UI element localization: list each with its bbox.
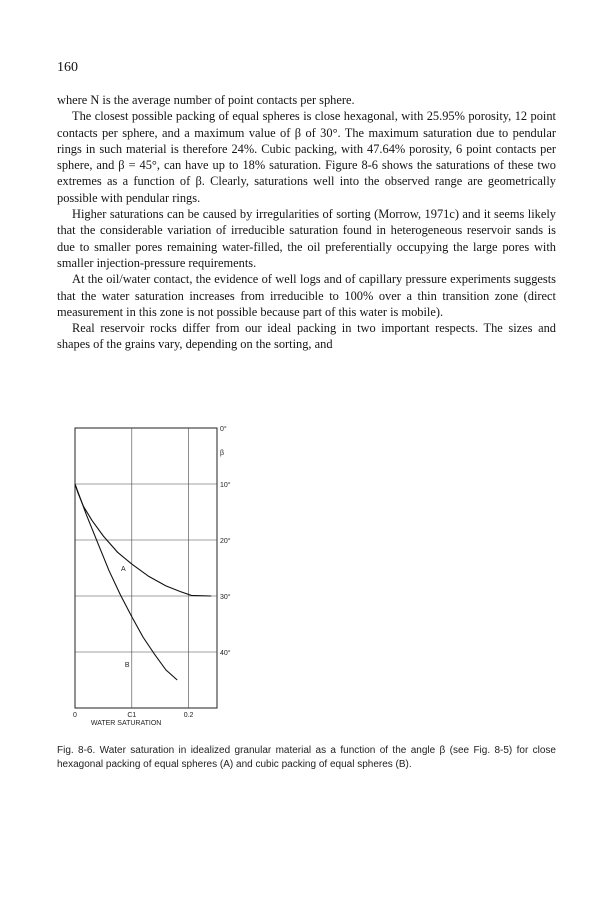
page-number: 160	[57, 60, 78, 75]
paragraph: At the oil/water contact, the evidence of well logs and of capillary pressure experiments suggests that the water saturation increases from irreducible to 100% over a thin transition zone (direct measurement in this zone is not possible because part of this water is mobile).	[57, 272, 556, 319]
paragraph: Real reservoir rocks differ from our ideal packing in two important respects. The sizes and shapes of the grains vary, depending on the sorting, and	[57, 321, 556, 352]
body-text	[57, 92, 556, 353]
plot-frame	[75, 428, 217, 708]
series-line-b	[75, 484, 177, 680]
y-tick-label: 30°	[220, 594, 231, 601]
figure-caption: Fig. 8-6. Water saturation in idealized granular material as a function of the angle β (see Fig. 8-5) for close hexagonal packing of equal spheres (A) and cubic packing of equal spheres (B).	[57, 745, 556, 770]
y-axis-label: β	[220, 450, 225, 458]
x-axis-label: WATER SATURATION	[90, 720, 162, 727]
y-tick-label: 0°	[220, 426, 227, 433]
figure-8-6	[57, 420, 257, 735]
y-tick-label: 10°	[220, 482, 231, 489]
paragraph: where N is the average number of point contacts per sphere.	[57, 93, 355, 107]
saturation-chart	[57, 420, 257, 735]
series-label-a: A	[120, 565, 126, 573]
x-tick-label: 0.2	[183, 712, 194, 719]
series-label-b: B	[124, 662, 130, 670]
y-tick-label: 40°	[220, 650, 231, 657]
paragraph: Higher saturations can be caused by irregularities of sorting (Morrow, 1971c) and it seems likely that the considerable variation of irreducible saturation found in heterogeneous reservoir sands is due to smaller pores remaining water-filled, the oil preferentially occupying the large pores with smaller injection-pressure requirements.	[57, 207, 556, 270]
x-tick-label: C1	[127, 712, 137, 719]
y-tick-label: 20°	[220, 538, 231, 545]
x-tick-label: 0	[73, 712, 77, 719]
paragraph: The closest possible packing of equal spheres is close hexagonal, with 25.95% porosity, 12 point contacts per sphere, and a maximum value of β of 30°. The maximum saturation due to pendular rings in such material is therefore 24%. Cubic packing, with 47.64% porosity, 6 point contacts per sphere, and β = 45°, can have up to 18% saturation. Figure 8-6 shows the saturations of these two extremes as a function of β. Clearly, saturations well into the observed range are geometrically possible with pendular rings.	[57, 109, 556, 205]
